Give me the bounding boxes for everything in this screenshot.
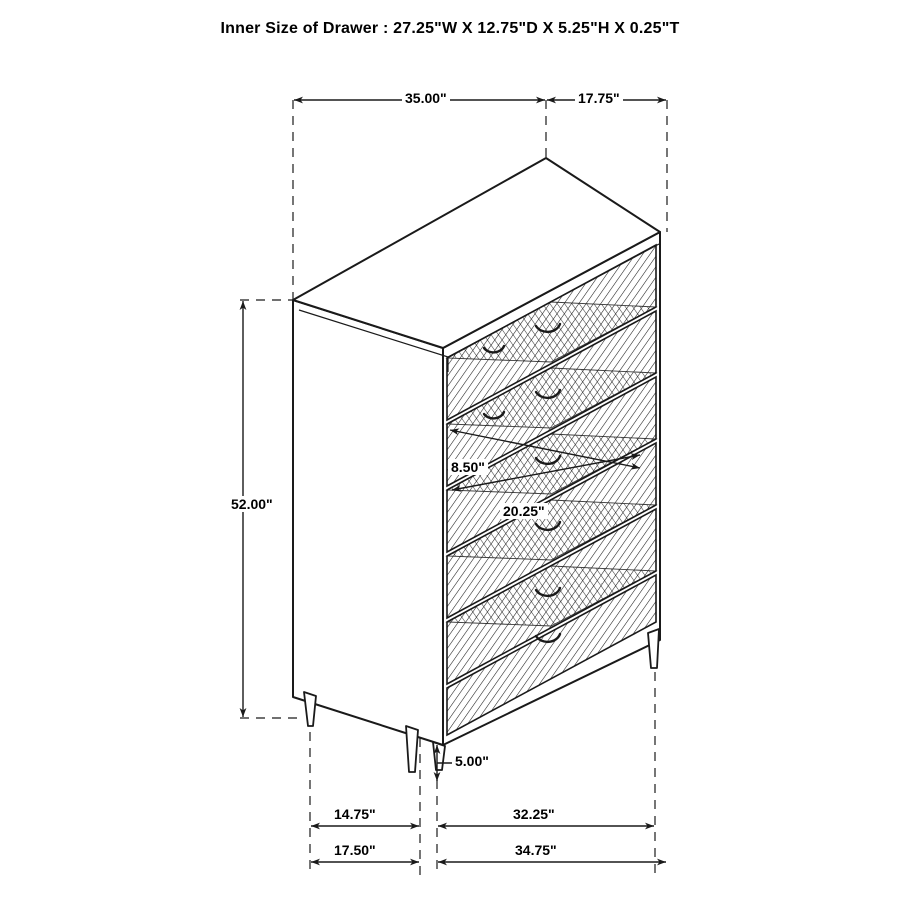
label-height: 52.00" (228, 496, 276, 512)
label-drawer-height: 8.50" (448, 459, 488, 475)
label-overall-depth: 17.50" (331, 842, 379, 858)
page-title: Inner Size of Drawer : 27.25"W X 12.75"D X 5.25"H X 0.25"T (220, 20, 680, 37)
label-top-depth: 17.75" (575, 90, 623, 106)
label-leg-height: 5.00" (452, 753, 492, 769)
label-overall-width: 34.75" (512, 842, 560, 858)
label-top-width: 35.00" (402, 90, 450, 106)
label-base-depth: 14.75" (331, 806, 379, 822)
label-drawer-width: 20.25" (500, 503, 548, 519)
label-base-width: 32.25" (510, 806, 558, 822)
